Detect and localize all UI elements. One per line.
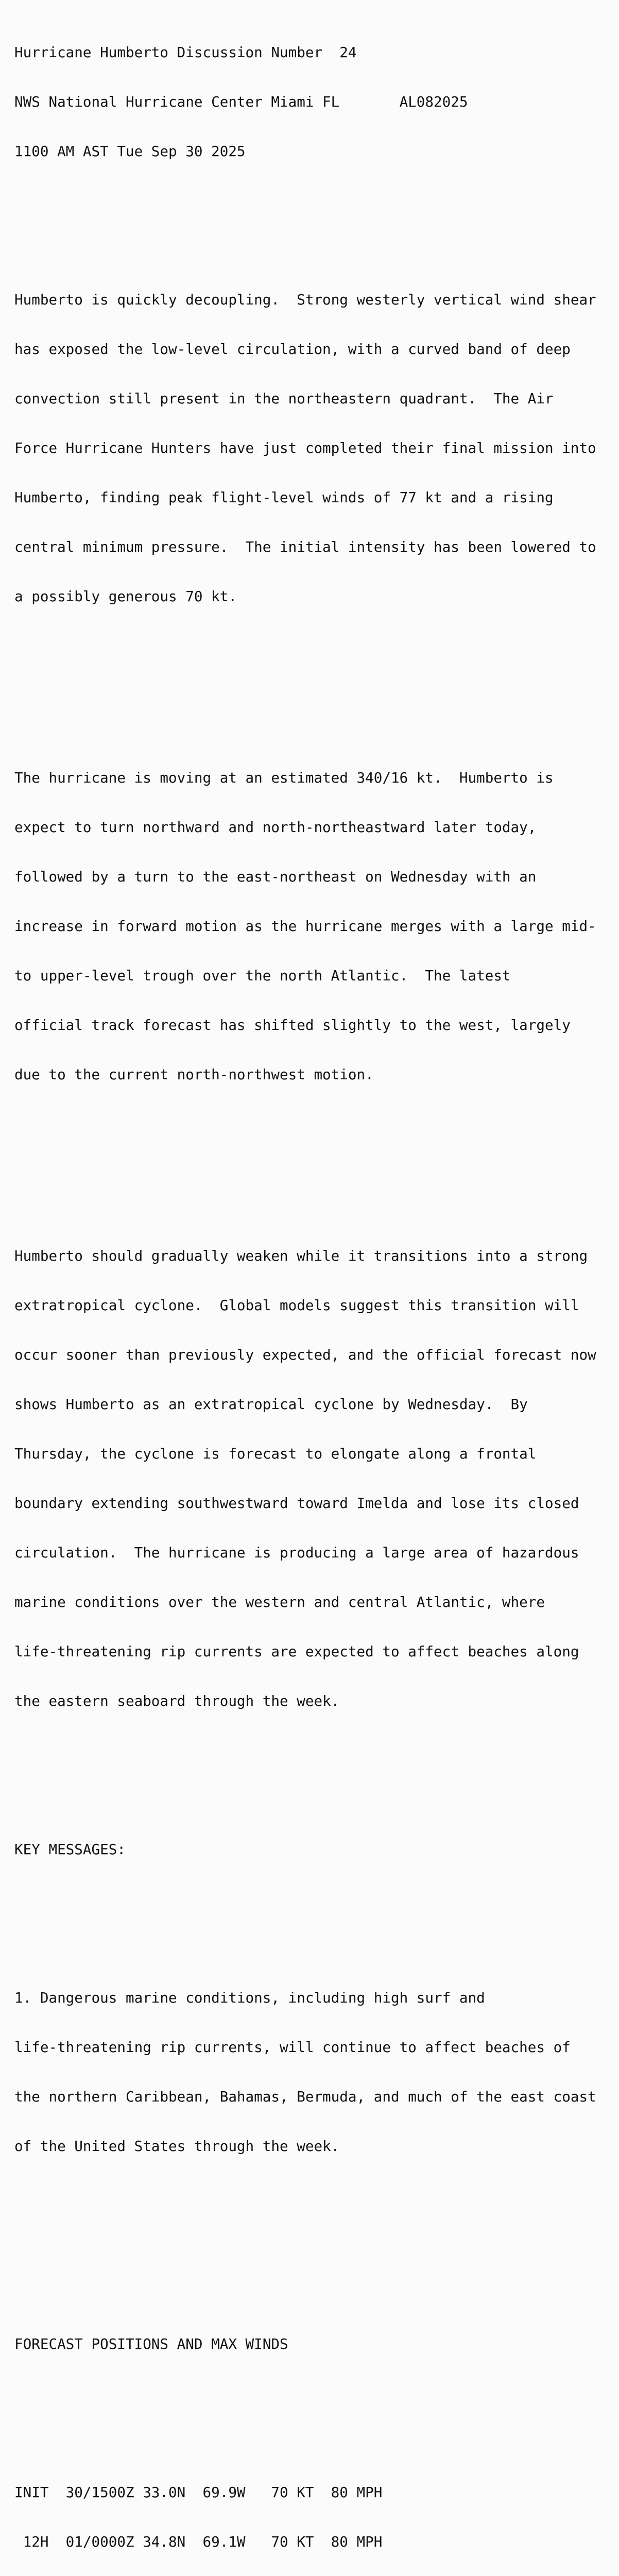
text-line: marine conditions over the western and central Atlantic, where bbox=[14, 1594, 545, 1611]
discussion-document bbox=[14, 11, 612, 2576]
blank-line bbox=[14, 2270, 612, 2286]
text-line: followed by a turn to the east-northeast on Wednesday with an bbox=[14, 868, 537, 885]
blank-line bbox=[14, 1891, 612, 1907]
text-line: shows Humberto as an extratropical cyclone by Wednesday. By bbox=[14, 1396, 528, 1413]
text-line: 1. Dangerous marine conditions, including high surf and bbox=[14, 1989, 485, 2006]
discussion-title: Hurricane Humberto Discussion Number 24 bbox=[14, 44, 357, 61]
issue-time: 1100 AM AST Tue Sep 30 2025 bbox=[14, 143, 246, 160]
text-line: due to the current north-northwest motion. bbox=[14, 1066, 374, 1083]
forecast-heading: FORECAST POSITIONS AND MAX WINDS bbox=[14, 2335, 288, 2352]
text-line: a possibly generous 70 kt. bbox=[14, 588, 237, 605]
paragraph-outlook bbox=[14, 1215, 612, 1742]
text-line: official track forecast has shifted slightly to the west, largely bbox=[14, 1016, 571, 1033]
text-line: the eastern seaboard through the week. bbox=[14, 1692, 340, 1709]
blank-line bbox=[14, 2221, 612, 2237]
text-line: Thursday, the cyclone is forecast to elongate along a frontal bbox=[14, 1445, 537, 1462]
blank-line bbox=[14, 1775, 612, 1792]
text-line: expect to turn northward and north-northeastward later today, bbox=[14, 819, 537, 836]
text-line: Humberto is quickly decoupling. Strong westerly vertical wind shear bbox=[14, 291, 596, 308]
text-line: Force Hurricane Hunters have just completed their final mission into bbox=[14, 439, 596, 456]
text-line: life-threatening rip currents are expected to affect beaches along bbox=[14, 1643, 579, 1660]
text-line: increase in forward motion as the hurricane merges with a large mid- bbox=[14, 918, 596, 935]
blank-line bbox=[14, 1149, 612, 1165]
paragraph-intensity bbox=[14, 259, 612, 638]
text-line: Humberto should gradually weaken while it transitions into a strong bbox=[14, 1247, 588, 1264]
text-line: Humberto, finding peak flight-level winds of 77 kt and a rising bbox=[14, 489, 554, 506]
blank-line bbox=[14, 2385, 612, 2402]
text-line: circulation. The hurricane is producing a large area of hazardous bbox=[14, 1544, 579, 1561]
forecast-table bbox=[14, 2451, 612, 2576]
text-line: to upper-level trough over the north Atlantic. The latest bbox=[14, 967, 511, 984]
text-line: central minimum pressure. The initial intensity has been lowered to bbox=[14, 538, 596, 555]
blank-line bbox=[14, 193, 612, 209]
forecast-row: INIT 30/1500Z 33.0N 69.9W 70 KT 80 MPH bbox=[14, 2484, 383, 2501]
text-line: extratropical cyclone. Global models suggest this transition will bbox=[14, 1297, 579, 1314]
blank-line bbox=[14, 671, 612, 687]
key-messages-heading: KEY MESSAGES: bbox=[14, 1841, 126, 1858]
text-line: convection still present in the northeastern quadrant. The Air bbox=[14, 390, 554, 407]
text-line: has exposed the low-level circulation, with a curved band of deep bbox=[14, 341, 571, 358]
text-line: of the United States through the week. bbox=[14, 2138, 340, 2155]
text-line: boundary extending southwestward toward Imelda and lose its closed bbox=[14, 1495, 579, 1512]
text-line: the northern Caribbean, Bahamas, Bermuda, and much of the east coast bbox=[14, 2088, 596, 2105]
forecast-row: 12H 01/0000Z 34.8N 69.1W 70 KT 80 MPH bbox=[14, 2533, 383, 2550]
text-line: occur sooner than previously expected, and the official forecast now bbox=[14, 1346, 596, 1363]
text-line: life-threatening rip currents, will continue to affect beaches of bbox=[14, 2039, 571, 2056]
key-message-1 bbox=[14, 1957, 612, 2188]
text-line: The hurricane is moving at an estimated 340/16 kt. Humberto is bbox=[14, 769, 554, 786]
paragraph-motion bbox=[14, 737, 612, 1116]
issuing-office: NWS National Hurricane Center Miami FL AL082025 bbox=[14, 93, 468, 110]
